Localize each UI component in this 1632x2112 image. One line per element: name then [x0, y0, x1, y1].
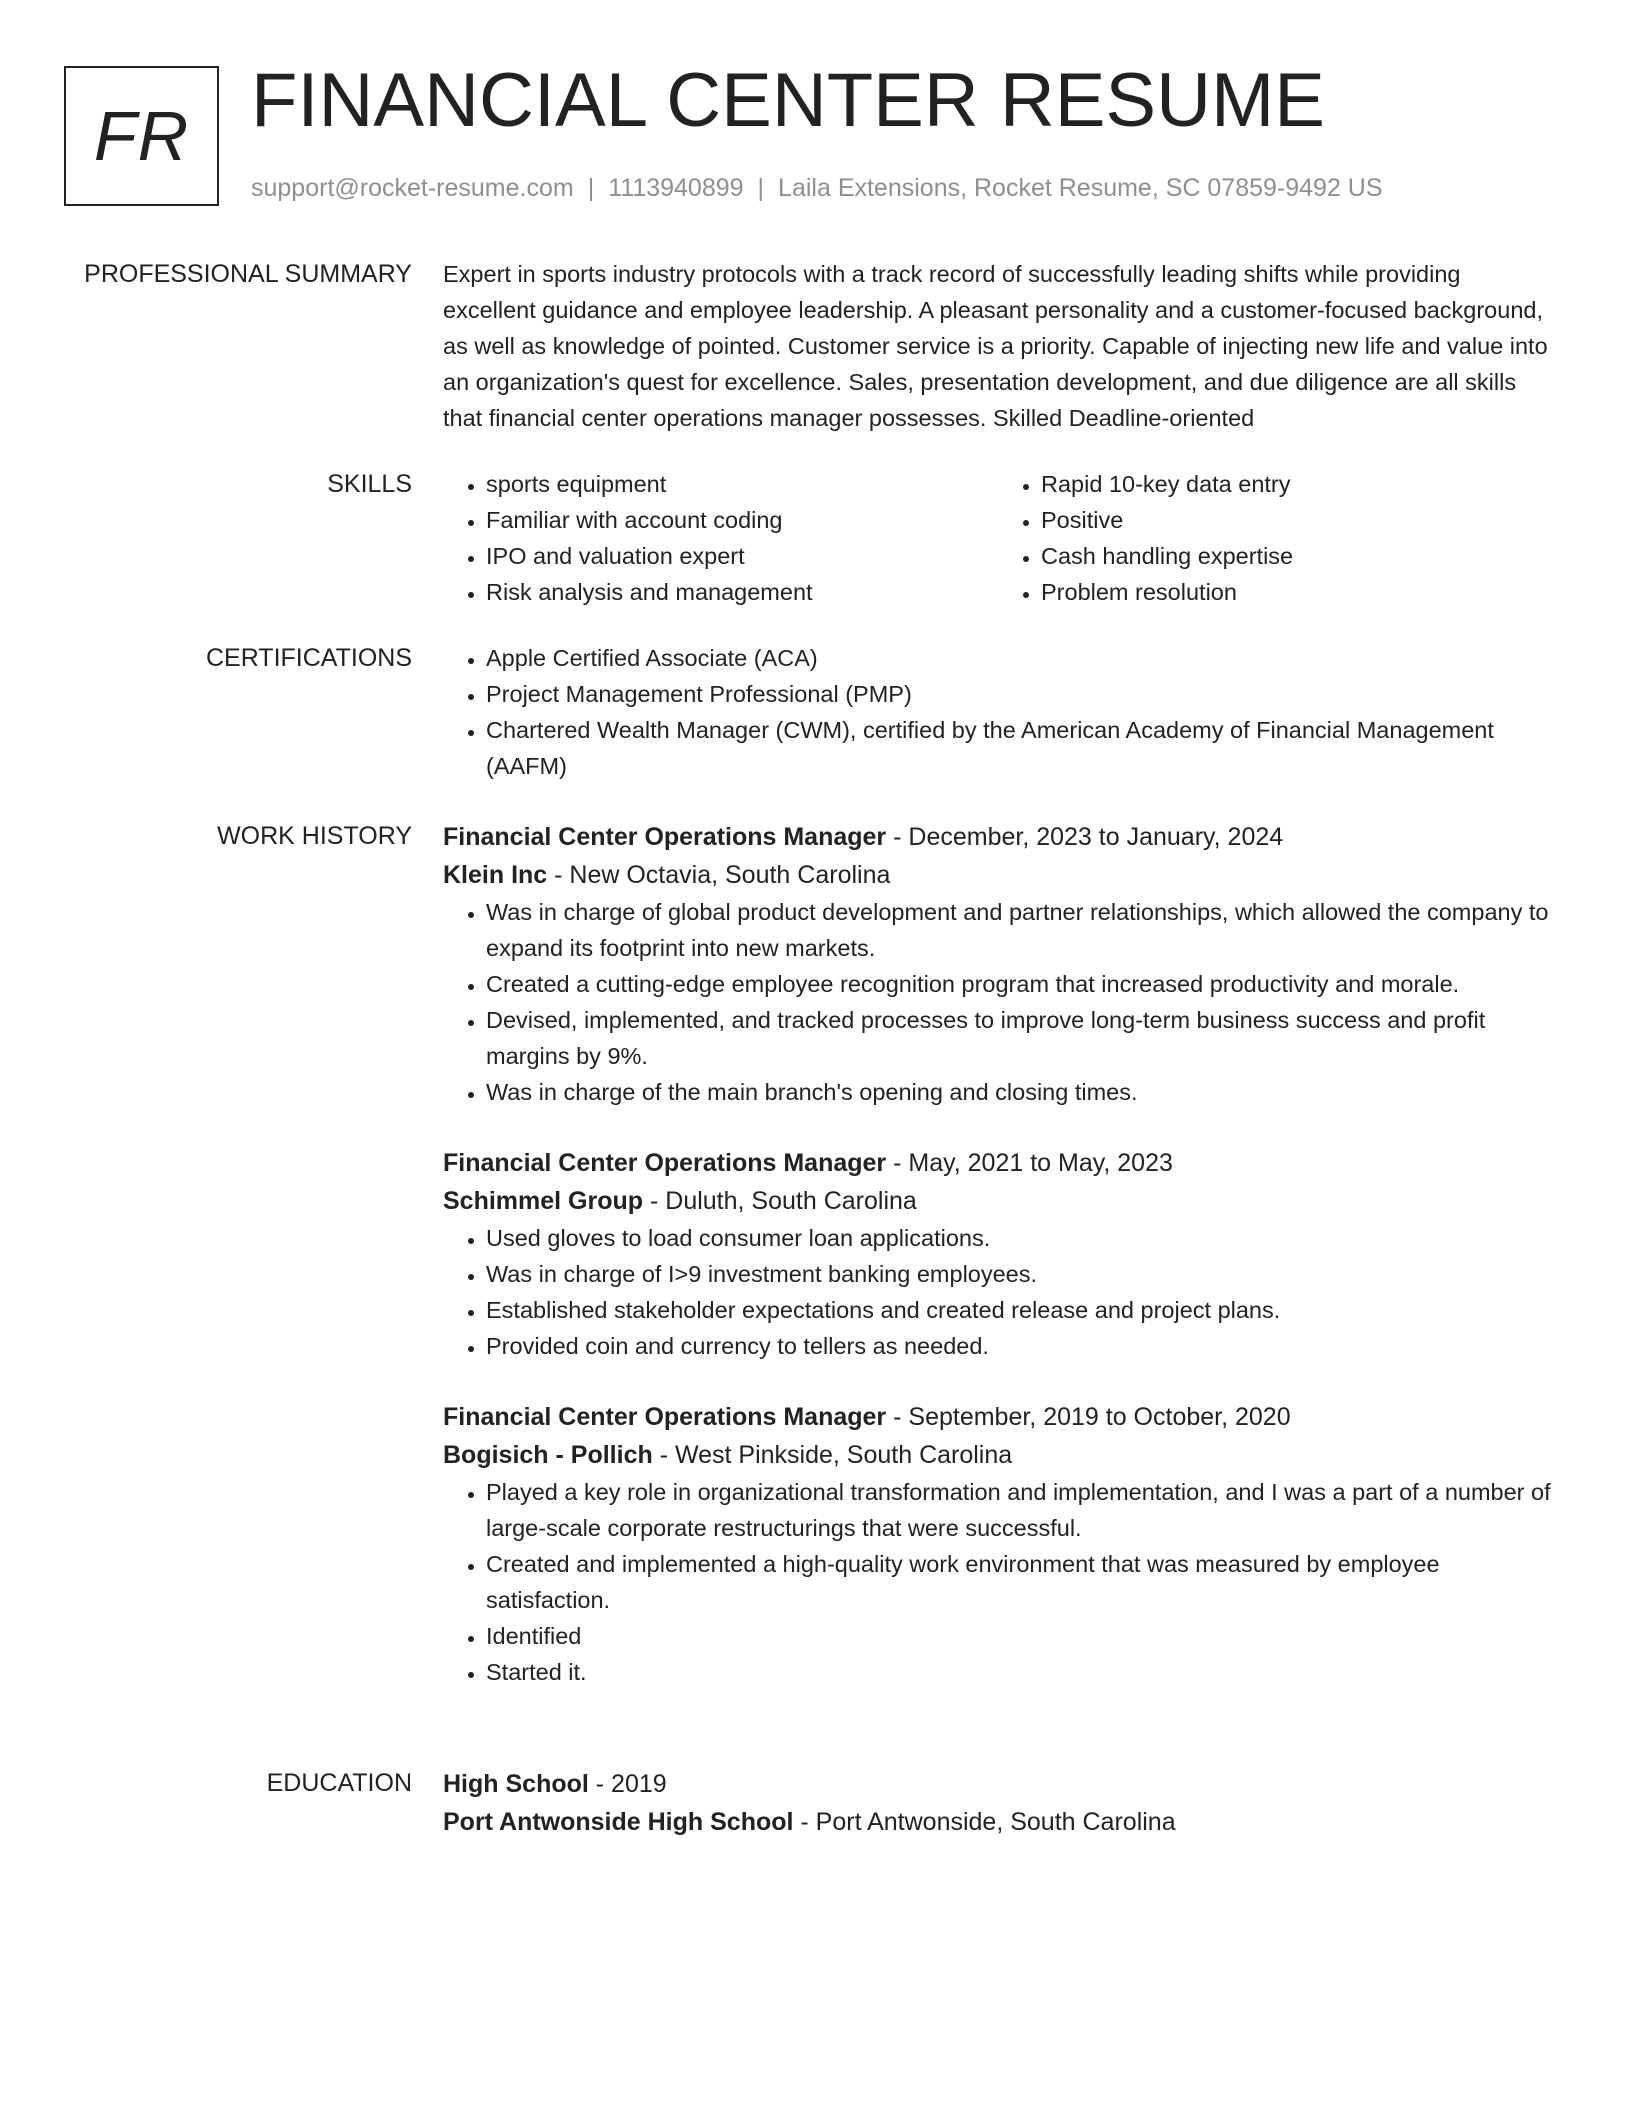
summary-text: Expert in sports industry protocols with a track record of successfully leading shifts while providing excellent guidance and employee leadership. A pleasant personality and a customer-focused background, as well as knowledge of pointed. Customer service is a priority. Capable of injecting new life and value into an organization's quest for excellence. Sales, presentation development, and due diligence are all skills that financial center operations manager possesses. Skilled Deadline-oriented	[443, 261, 1548, 431]
job-bullet: • Played a key role in organizational transformation and implementation, and I was a part of a number of large-scale corporate restructurings that were successful.	[486, 1474, 1553, 1546]
skill-item: • Rapid 10-key data entry	[1041, 466, 1553, 502]
job-dates: - September, 2019 to October, 2020	[886, 1403, 1291, 1431]
certifications-body	[443, 640, 1553, 784]
job-bullet: • Established stakeholder expectations and created release and project plans.	[486, 1292, 1553, 1328]
job-company-line	[443, 1436, 1553, 1474]
section-heading-work-history: WORK HISTORY	[217, 822, 412, 850]
contact-address: Laila Extensions, Rocket Resume, SC 07859-9492 US	[778, 174, 1383, 202]
job-location: - New Octavia, South Carolina	[547, 861, 891, 889]
job-company: Bogisich - Pollich	[443, 1441, 653, 1469]
contact-email: support@rocket-resume.com	[251, 174, 574, 202]
job-bullet-list	[443, 894, 1553, 1110]
education-school-line	[443, 1803, 1553, 1841]
job-dates: - May, 2021 to May, 2023	[886, 1149, 1173, 1177]
job-title-line	[443, 1144, 1553, 1182]
job-bullet: • Was in charge of I>9 investment banking employees.	[486, 1256, 1553, 1292]
skills-list-right	[998, 466, 1553, 610]
education-year: - 2019	[588, 1770, 667, 1798]
skill-item: • IPO and valuation expert	[486, 538, 998, 574]
job-title: Financial Center Operations Manager	[443, 1403, 887, 1431]
section-heading-education: EDUCATION	[266, 1769, 412, 1797]
certifications-list	[443, 640, 1553, 784]
contact-separator: |	[757, 174, 765, 202]
education-degree-line	[443, 1765, 1553, 1803]
job-entry	[443, 1144, 1553, 1364]
education-school: Port Antwonside High School	[443, 1808, 794, 1836]
skill-item: • Problem resolution	[1041, 574, 1553, 610]
skill-item: • Risk analysis and management	[486, 574, 998, 610]
skill-item: • Positive	[1041, 502, 1553, 538]
job-title: Financial Center Operations Manager	[443, 1149, 887, 1177]
job-company-line	[443, 856, 1553, 894]
job-company-line	[443, 1182, 1553, 1220]
monogram-initials: FR	[93, 97, 190, 175]
job-bullet: • Identified	[486, 1618, 1553, 1654]
job-entry	[443, 818, 1553, 1110]
certification-item: • Apple Certified Associate (ACA)	[486, 640, 1553, 676]
skills-list-left	[443, 466, 998, 610]
job-bullet: • Started it.	[486, 1654, 1553, 1690]
job-bullet: • Created and implemented a high-quality work environment that was measured by employee satisfaction.	[486, 1546, 1553, 1618]
skill-item: • Cash handling expertise	[1041, 538, 1553, 574]
skill-item: • Familiar with account coding	[486, 502, 998, 538]
job-bullet: • Devised, implemented, and tracked processes to improve long-term business success and profit margins by 9%.	[486, 1002, 1553, 1074]
job-location: - West Pinkside, South Carolina	[652, 1441, 1013, 1469]
job-bullet: • Was in charge of global product development and partner relationships, which allowed the company to expand its footprint into new markets.	[486, 894, 1553, 966]
summary-body	[443, 256, 1553, 436]
job-bullet: • Created a cutting-edge employee recognition program that increased productivity and morale.	[486, 966, 1553, 1002]
section-heading-skills: SKILLS	[327, 470, 412, 498]
job-bullet: • Was in charge of the main branch's opening and closing times.	[486, 1074, 1553, 1110]
section-heading-summary: PROFESSIONAL SUMMARY	[84, 260, 412, 288]
skills-grid	[443, 466, 1553, 610]
resume-title: FINANCIAL CENTER RESUME	[251, 58, 1325, 143]
section-heading-certifications: CERTIFICATIONS	[205, 644, 412, 672]
certification-item: • Project Management Professional (PMP)	[486, 676, 1553, 712]
education-location: - Port Antwonside, South Carolina	[793, 1808, 1176, 1836]
job-bullet-list	[443, 1474, 1553, 1690]
job-title-line	[443, 1398, 1553, 1436]
job-location: - Duluth, South Carolina	[643, 1187, 917, 1215]
job-bullet: • Provided coin and currency to tellers as needed.	[486, 1328, 1553, 1364]
job-entry	[443, 1398, 1553, 1690]
job-company: Schimmel Group	[443, 1187, 644, 1215]
contact-separator: |	[587, 174, 595, 202]
skill-item: • sports equipment	[486, 466, 998, 502]
contact-phone: 1113940899	[608, 174, 744, 202]
education-body	[443, 1765, 1553, 1841]
job-bullet-list	[443, 1220, 1553, 1364]
job-bullet: • Used gloves to load consumer loan applications.	[486, 1220, 1553, 1256]
education-degree: High School	[443, 1770, 589, 1798]
job-dates: - December, 2023 to January, 2024	[886, 823, 1284, 851]
contact-line	[251, 174, 1383, 203]
job-company: Klein Inc	[443, 861, 548, 889]
work-history-body	[443, 818, 1553, 1690]
job-title: Financial Center Operations Manager	[443, 823, 887, 851]
monogram-box	[64, 66, 219, 206]
job-title-line	[443, 818, 1553, 856]
certification-item: • Chartered Wealth Manager (CWM), certified by the American Academy of Financial Management (AAFM)	[486, 712, 1553, 784]
